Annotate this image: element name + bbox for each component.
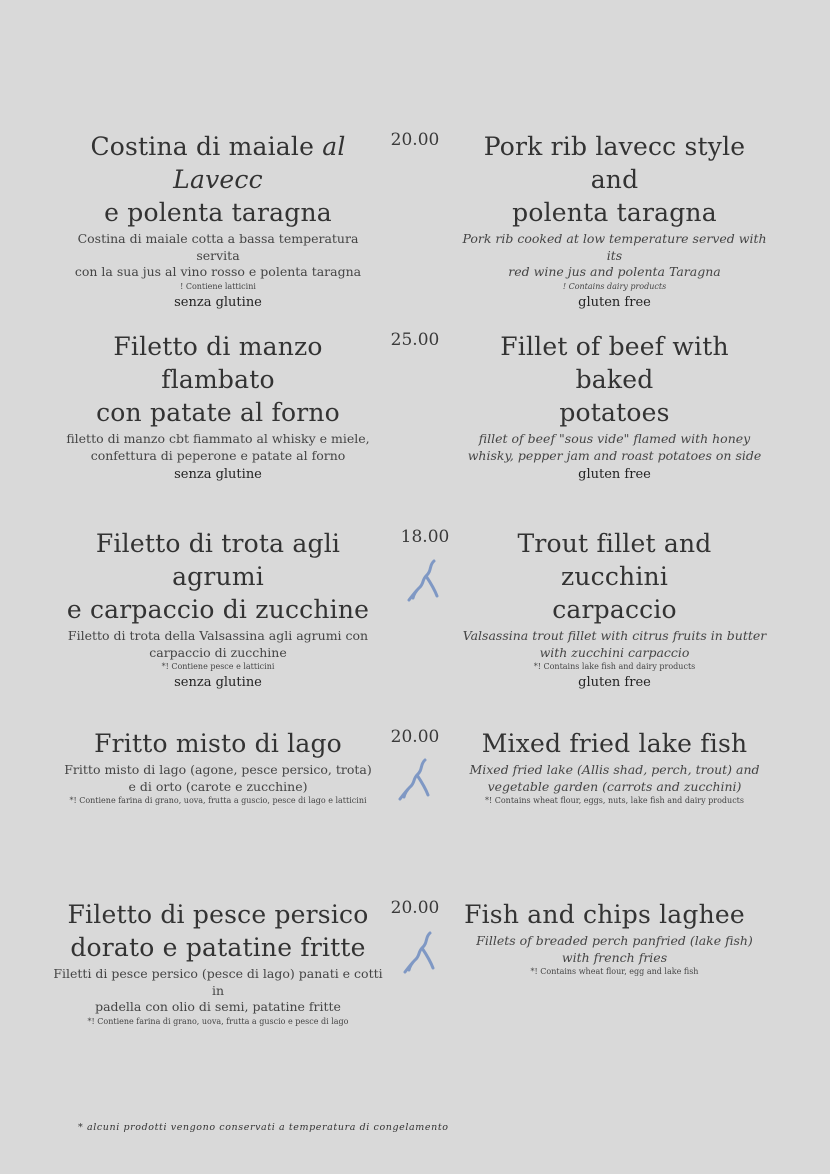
english-column bbox=[462, 527, 767, 692]
title-line-2: con patate al forno bbox=[96, 398, 340, 427]
title-line-1: Filetto di pesce persico bbox=[67, 900, 369, 929]
dish-description-it bbox=[58, 628, 378, 661]
dish-title-en bbox=[462, 527, 767, 626]
desc-line: Valsassina trout fillet with citrus fruits in butter bbox=[462, 628, 767, 643]
italian-column bbox=[58, 130, 378, 312]
desc-line: with french fries bbox=[561, 949, 668, 965]
gluten-free-tag-en: gluten free bbox=[578, 675, 651, 690]
desc-line: Mixed fried lake (Allis shad, perch, trout) and bbox=[469, 762, 760, 777]
dish-description-en bbox=[462, 762, 767, 795]
title-line-2: potatoes bbox=[559, 398, 670, 427]
dish-description-en bbox=[462, 431, 767, 464]
dish-description-it bbox=[58, 762, 378, 795]
title-line-1: Fillet of beef with baked bbox=[500, 332, 729, 394]
lake-como-icon bbox=[400, 930, 440, 976]
dish-description-it bbox=[58, 431, 378, 464]
title-line-1: Fish and chips laghee bbox=[464, 900, 745, 929]
allergen-note-it: *! Contiene farina di grano, uova, frutta a guscio e pesce di lago bbox=[87, 1016, 349, 1026]
dish-title-it bbox=[58, 527, 378, 626]
italian-column bbox=[58, 727, 378, 806]
price: 18.00 bbox=[400, 527, 450, 547]
title-italic-part: al Lavecc bbox=[173, 132, 346, 194]
desc-line: Filetti di pesce persico (pesce di lago) panati e cotti in bbox=[53, 966, 383, 998]
dish-title-en bbox=[462, 727, 767, 760]
title-line-1: Filetto di trota agli agrumi bbox=[95, 529, 341, 591]
title-line-1: Pork rib lavecc style and bbox=[483, 132, 746, 194]
english-column bbox=[462, 898, 767, 977]
desc-line: fillet of beef "sous vide" flamed with honey bbox=[478, 431, 751, 446]
allergen-note-en: ! Contains dairy products bbox=[562, 281, 667, 291]
desc-line: with zucchini carpaccio bbox=[539, 644, 690, 660]
price: 20.00 bbox=[390, 130, 440, 150]
lake-como-icon bbox=[395, 757, 435, 803]
title-part: Costina di maiale bbox=[90, 132, 323, 161]
allergen-note-it: *! Contiene farina di grano, uova, frutta a guscio, pesce di lago e latticini bbox=[69, 796, 367, 805]
title-line-2: e carpaccio di zucchine bbox=[66, 595, 370, 624]
desc-line: e di orto (carote e zucchine) bbox=[128, 778, 308, 794]
title-line-1: Trout fillet and zucchini bbox=[517, 529, 712, 591]
frozen-products-footnote: * alcuni prodotti vengono conservati a temperatura di congelamento bbox=[78, 1122, 449, 1133]
dish-title-en bbox=[462, 330, 767, 429]
italian-column bbox=[58, 527, 378, 692]
title-line-1: Mixed fried lake fish bbox=[481, 729, 748, 758]
english-column bbox=[462, 330, 767, 484]
gluten-free-tag-en: gluten free bbox=[578, 467, 651, 482]
desc-line: Pork rib cooked at low temperature served with its bbox=[462, 231, 767, 263]
dish-description-it bbox=[58, 231, 378, 281]
title-line-2: e polenta taragna bbox=[104, 198, 332, 227]
price: 20.00 bbox=[390, 898, 440, 918]
gluten-free-tag-it: senza glutine bbox=[174, 467, 262, 482]
gluten-free-tag-en: gluten free bbox=[578, 294, 651, 310]
dish-title-en bbox=[462, 130, 767, 229]
dish-description-it bbox=[48, 966, 388, 1016]
dish-title-it bbox=[58, 330, 378, 429]
title-line-2: dorato e patatine fritte bbox=[70, 933, 366, 962]
dish-description-en bbox=[462, 231, 767, 281]
title-line-2: polenta taragna bbox=[512, 198, 717, 227]
price: 20.00 bbox=[390, 727, 440, 747]
dish-title-it bbox=[48, 898, 388, 964]
italian-column bbox=[58, 330, 378, 484]
dish-description-en bbox=[462, 933, 767, 966]
desc-line: Costina di maiale cotta a bassa temperatura servita bbox=[77, 231, 359, 263]
desc-line: vegetable garden (carrots and zucchini) bbox=[487, 778, 742, 794]
desc-line: Fillets of breaded perch panfried (lake fish) bbox=[476, 933, 753, 948]
desc-line: Filetto di trota della Valsassina agli agrumi con bbox=[67, 628, 369, 643]
english-column bbox=[462, 130, 767, 312]
italian-column bbox=[48, 898, 388, 1027]
dish-title-en bbox=[462, 898, 747, 931]
allergen-note-en: *! Contains wheat flour, egg and lake fish bbox=[530, 967, 699, 976]
desc-line: filetto di manzo cbt fiammato al whisky e miele, bbox=[66, 431, 370, 446]
english-column bbox=[462, 727, 767, 806]
gluten-free-tag-it: senza glutine bbox=[174, 675, 262, 690]
title-line-1: Filetto di manzo flambato bbox=[113, 332, 323, 394]
dish-title-it bbox=[58, 130, 378, 229]
gluten-free-tag-it: senza glutine bbox=[174, 294, 262, 310]
desc-line: red wine jus and polenta Taragna bbox=[508, 264, 721, 279]
allergen-note-en: *! Contains wheat flour, eggs, nuts, lake fish and dairy products bbox=[484, 796, 744, 805]
desc-line: padella con olio di semi, patatine fritte bbox=[95, 999, 341, 1014]
price: 25.00 bbox=[390, 330, 440, 350]
desc-line: confettura di peperone e patate al forno bbox=[90, 447, 346, 463]
lake-como-icon bbox=[404, 558, 444, 604]
desc-line: whisky, pepper jam and roast potatoes on side bbox=[467, 447, 762, 463]
desc-line: Fritto misto di lago (agone, pesce persico, trota) bbox=[64, 762, 372, 777]
allergen-note-it: *! Contiene pesce e latticini bbox=[161, 662, 275, 671]
title-line-2: carpaccio bbox=[552, 595, 677, 624]
title-line-1: Fritto misto di lago bbox=[94, 729, 342, 758]
allergen-note-it: ! Contiene latticini bbox=[180, 281, 256, 291]
dish-description-en bbox=[462, 628, 767, 661]
allergen-note-en: *! Contains lake fish and dairy products bbox=[533, 662, 696, 671]
desc-line: con la sua jus al vino rosso e polenta taragna bbox=[74, 264, 362, 279]
dish-title-it bbox=[58, 727, 378, 760]
desc-line: carpaccio di zucchine bbox=[149, 644, 287, 660]
